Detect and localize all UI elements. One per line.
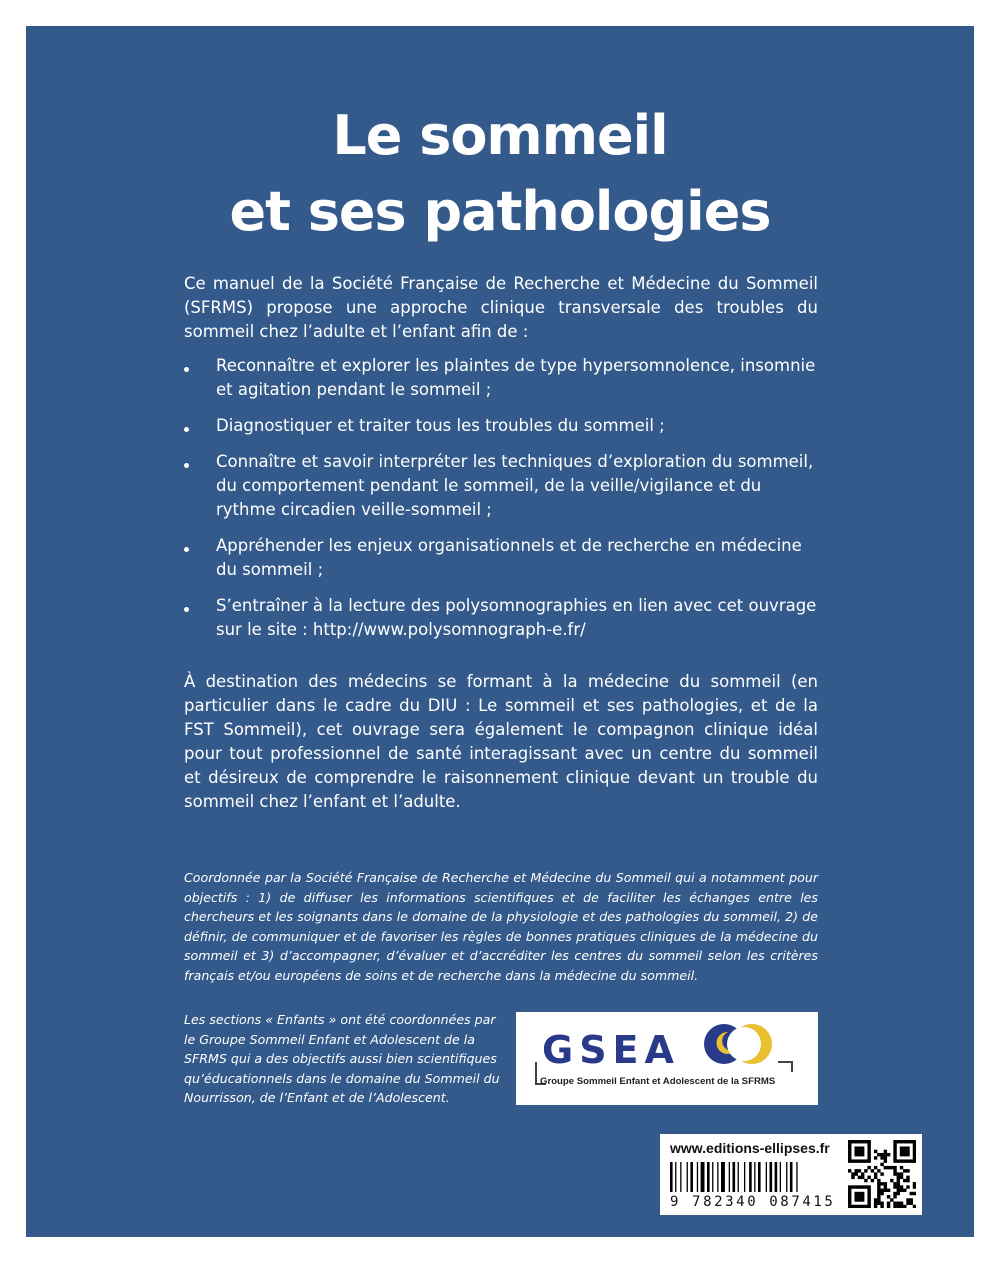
bullet-dot-icon	[184, 547, 189, 552]
list-item-text: Connaître et savoir interpréter les techniques d’exploration du sommeil, du comportement pendant le sommeil, de la veille/vigilance et du rythme circadien veille-sommeil ;	[216, 452, 814, 519]
list-item	[184, 534, 818, 582]
list-item	[184, 354, 818, 402]
list-item	[184, 450, 818, 522]
title-line-2	[26, 174, 974, 250]
logo-caption: Groupe Sommeil Enfant et Adolescent de la SFRMS	[540, 1076, 776, 1087]
barcode-icon	[668, 1162, 844, 1192]
audience-paragraph: À destination des médecins se formant à la médecine du sommeil (en particulier dans le cadre du DIU : Le sommeil et ses pathologies, et de la FST Sommeil), cet ouvrage sera également le compagnon clinique idéal pour tout professionnel de santé interagissant avec un centre du sommeil et désireux de comprendre le raisonnement clinique devant un trouble du sommeil chez l’enfant et l’adulte.	[184, 672, 818, 811]
bullet-dot-icon	[184, 463, 189, 468]
bullet-dot-icon	[184, 607, 189, 612]
qr-code-icon	[848, 1140, 916, 1208]
book-title	[26, 98, 974, 250]
coordination-note: Coordonnée par la Société Française de Recherche et Médecine du Sommeil qui a notamment pour objectifs : 1) de diffuser les informations scientifiques et de faciliter les échanges entre les chercheurs et les soignants dans le domaine de la physiologie et des pathologies du sommeil, 2) de définir, de communiquer et de favoriser les règles de bonnes pratiques cliniques de la médecine du sommeil et 3) d’accompagner, d’évaluer et d’accréditer les centres du sommeil selon les critères français et/ou européens de soins et de recherche dans la médecine du sommeil.	[184, 870, 818, 983]
list-item-text: S’entraîner à la lecture des polysomnographies en lien avec cet ouvrage sur le site : http://www.polysomnograph-e.fr/	[216, 596, 817, 639]
title-line-2-bold: pathologies	[423, 180, 771, 243]
list-item	[184, 594, 818, 642]
children-sections-note: Les sections « Enfants » ont été coordonnées par le Groupe Sommeil Enfant et Adolescent de la SFRMS qui a des objectifs aussi bien scientifiques qu’éducationnels dans le domaine du Sommeil du Nourrisson, de l’Enfant et de l’Adolescent.	[184, 1012, 500, 1106]
bullet-dot-icon	[184, 367, 189, 372]
logo-letters: GSEA	[542, 1028, 680, 1072]
barcode-panel	[660, 1134, 922, 1215]
title-line-2-prefix: et ses	[229, 180, 424, 243]
isbn-number: 9 782340 087415	[670, 1194, 836, 1210]
intro-paragraph: Ce manuel de la Société Française de Recherche et Médecine du Sommeil (SFRMS) propose une approche clinique transversale des troubles du sommeil chez l’adulte et l’enfant afin de :	[184, 274, 818, 341]
title-line-1: Le sommeil	[332, 104, 668, 167]
list-item-text: Appréhender les enjeux organisationnels et de recherche en médecine du sommeil ;	[216, 536, 802, 579]
gsea-logo	[516, 1012, 818, 1105]
objectives-list	[184, 354, 818, 654]
bullet-dot-icon	[184, 427, 189, 432]
list-item	[184, 414, 818, 438]
list-item-text: Diagnostiquer et traiter tous les troubles du sommeil ;	[216, 416, 665, 435]
list-item-text: Reconnaître et explorer les plaintes de type hypersomnolence, insomnie et agitation pendant le sommeil ;	[216, 356, 816, 399]
moon-icon	[694, 1022, 784, 1072]
publisher-website: www.editions-ellipses.fr	[670, 1140, 830, 1156]
back-cover	[26, 26, 974, 1237]
